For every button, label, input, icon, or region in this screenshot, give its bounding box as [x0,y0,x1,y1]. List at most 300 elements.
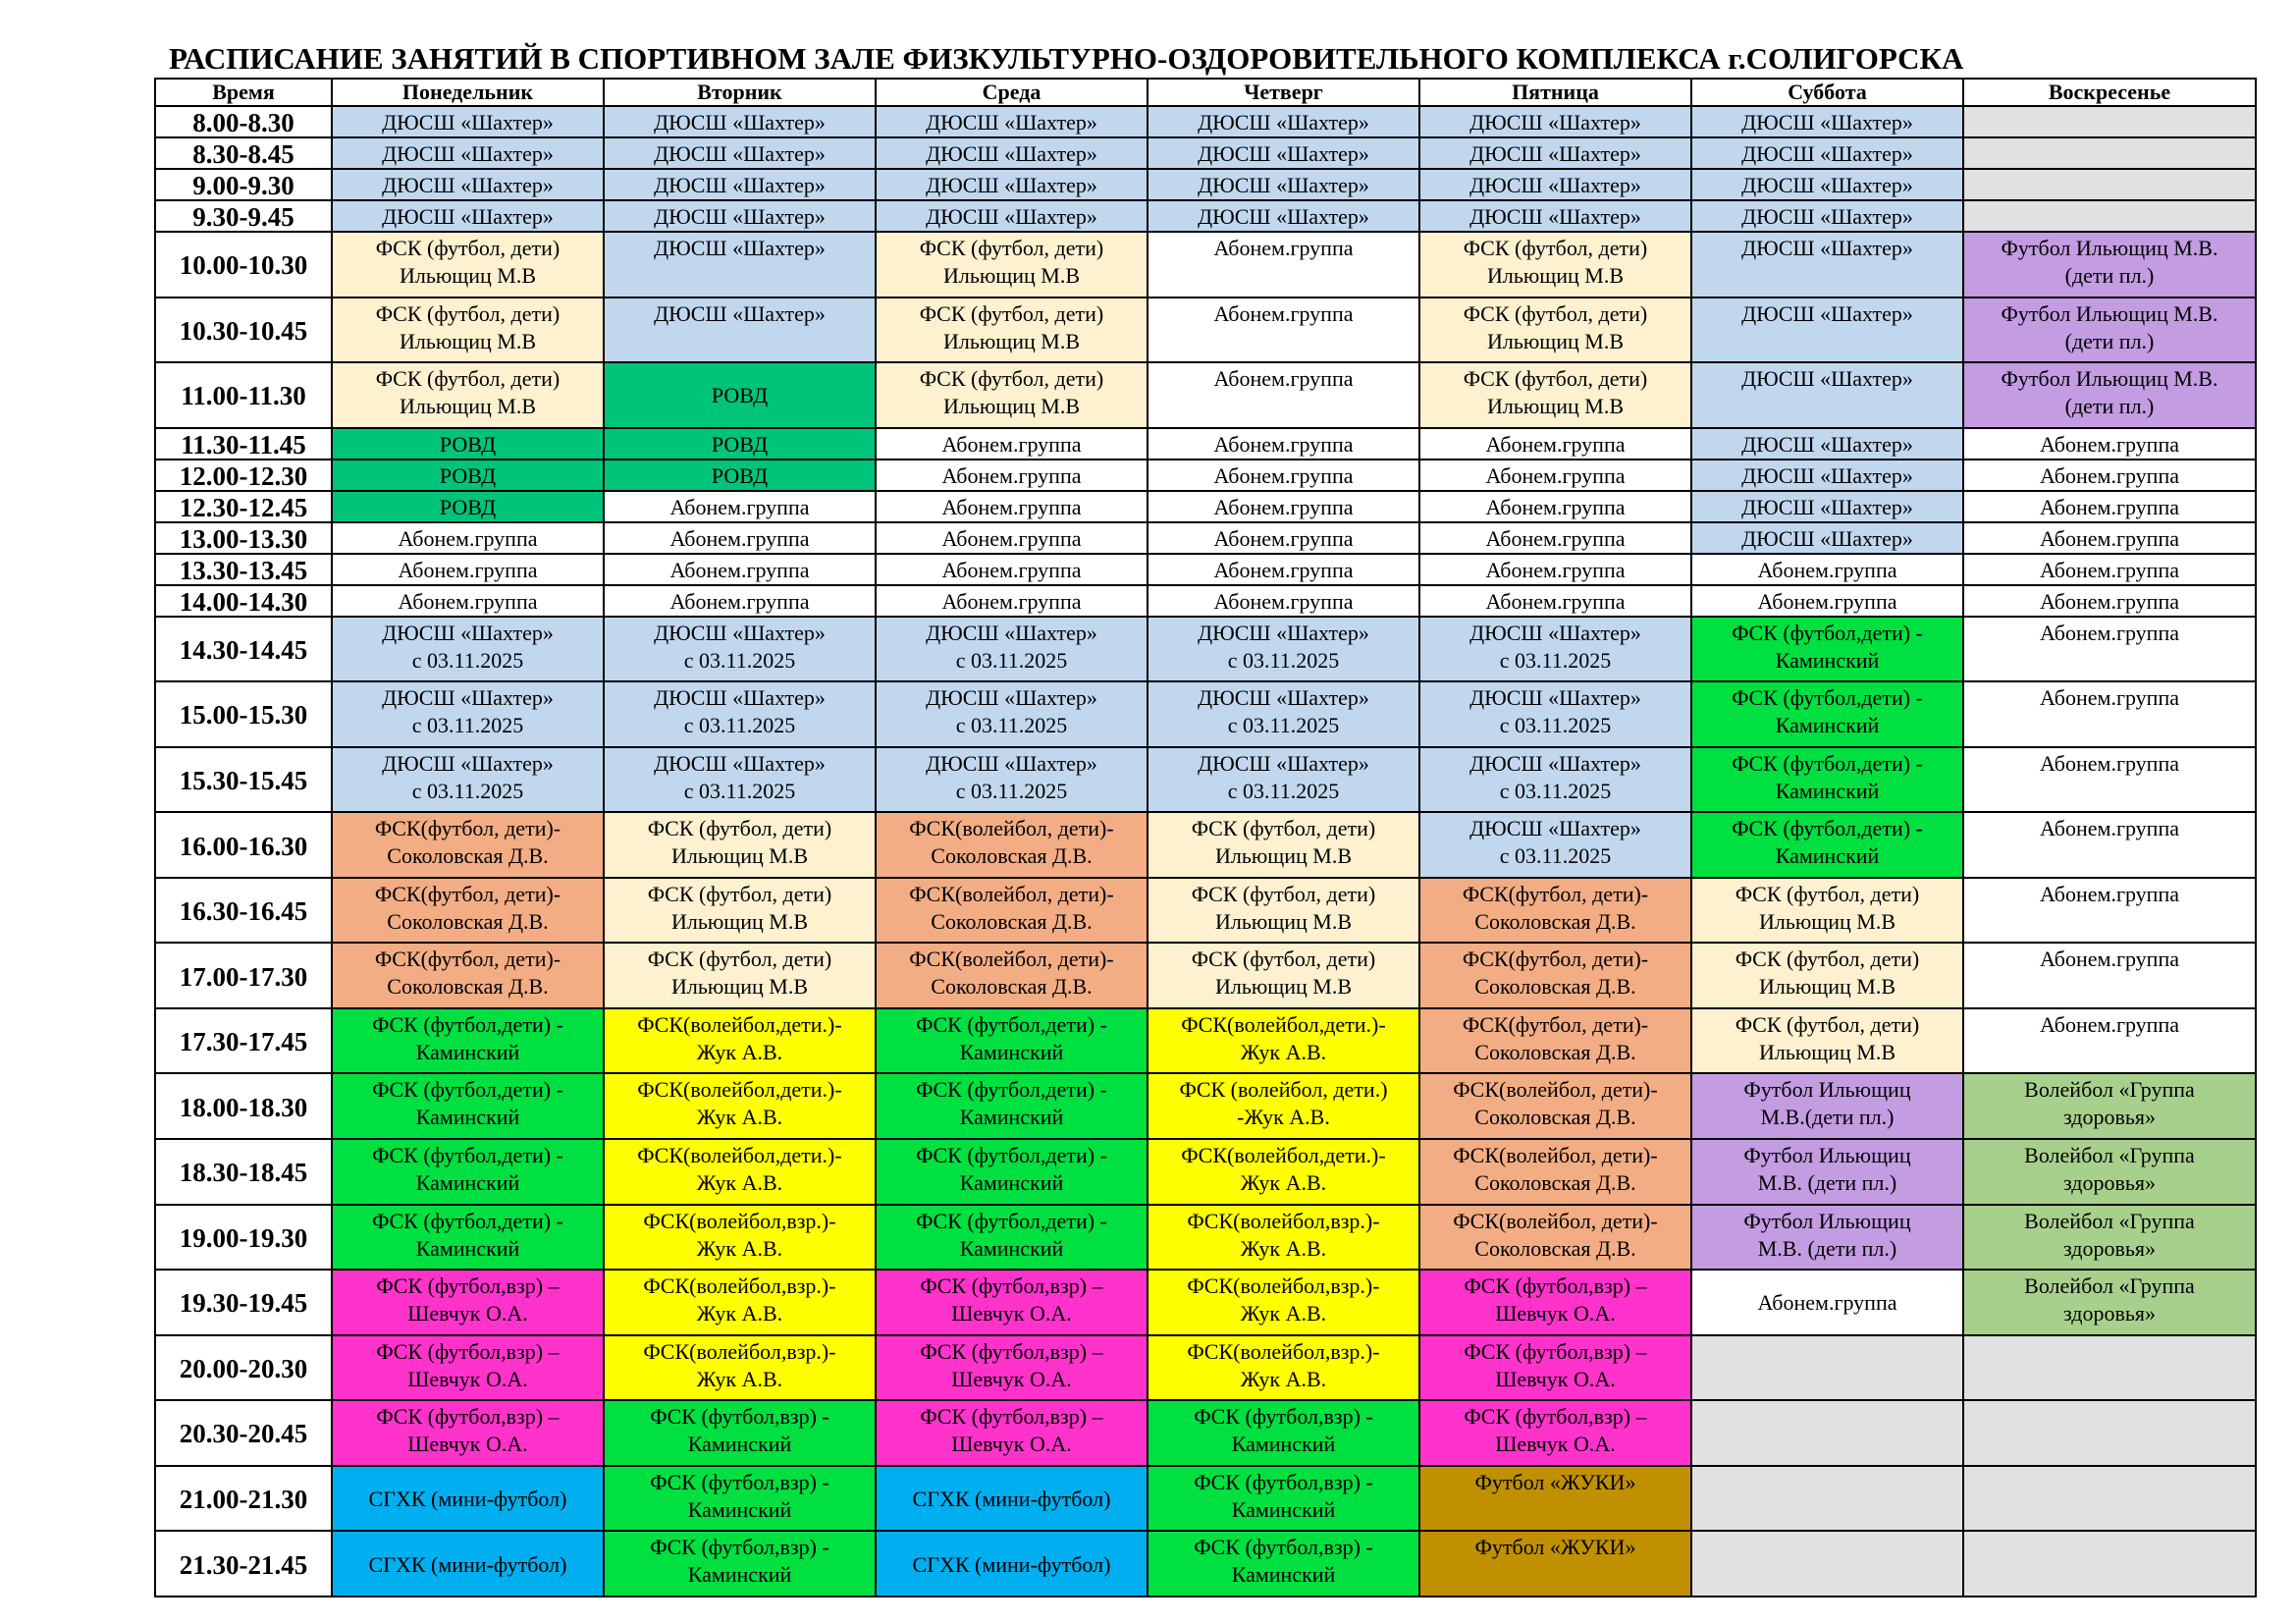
cell-line: ФСК (футбол,дети) - [1732,750,1923,776]
cell-wednesday [876,460,1148,491]
cell-line: Абонем.группа [2040,685,2179,711]
cell-wednesday [876,1008,1148,1074]
cell-line: ФСК (футбол, дети) [919,300,1104,326]
cell-line: ФСК(футбол, дети)- [374,881,561,906]
cell-line: ФСК (футбол,дети) - [372,1208,563,1233]
cell-friday [1419,298,1691,363]
cell-sunday [1963,522,2256,554]
cell-line: Волейбол «Группа [2024,1208,2195,1233]
cell-line: РОВД [711,462,769,488]
cell-line: Футбол Ильющиц М.В. [2001,236,2218,260]
cell-line: ФСК (футбол, дети) [375,366,561,392]
time-cell: 20.30-20.45 [155,1400,332,1466]
cell-line: ФСК (футбол, дети) [1463,366,1648,392]
cell-friday [1419,878,1691,944]
cell-line: Абонем.группа [669,557,810,582]
cell-sunday [1963,1270,2256,1335]
cell-line: Ильющиц М.В [1758,974,1896,1000]
cell-line: Каминский [959,1105,1064,1130]
cell-line: Шевчук О.А. [1495,1366,1616,1391]
time-cell: 13.00-13.30 [155,522,332,554]
cell-line: Ильющиц М.В [399,328,537,353]
cell-line: ФСК (футбол,дети) - [916,1077,1107,1103]
time-cell: 19.30-19.45 [155,1270,332,1335]
cell-line: Каминский [415,1105,520,1130]
cell-saturday [1691,362,1963,428]
cell-friday [1419,137,1691,169]
cell-line: ФСК (футбол,дети) - [372,1143,563,1168]
cell-line: ФСК (футбол, дети) [1463,236,1648,260]
cell-tuesday [604,428,876,460]
cell-friday [1419,812,1691,878]
cell-monday [332,812,604,878]
cell-tuesday [604,585,876,617]
cell-wednesday [876,232,1148,298]
cell-line: с 03.11.2025 [411,713,524,738]
cell-line: ФСК(футбол, дети)- [374,947,561,972]
cell-line: ДЮСШ «Шахтер» [382,685,554,711]
cell-monday [332,1205,604,1271]
cell-line: Абонем.группа [1213,462,1354,488]
cell-line: Жук А.В. [1240,1039,1327,1064]
cell-line: ДЮСШ «Шахтер» [1198,110,1369,135]
cell-line: ДЮСШ «Шахтер» [382,141,554,166]
header-friday: Пятница [1419,79,1691,106]
cell-wednesday [876,106,1148,137]
schedule-table [154,78,2257,1597]
cell-tuesday [604,200,876,232]
time-cell: 8.30-8.45 [155,137,332,169]
cell-line: Ильющиц М.В [1214,908,1353,934]
cell-line: Абонем.группа [398,557,538,582]
cell-line: ФСК(волейбол,дети.)- [637,1143,842,1168]
cell-line: Абонем.группа [398,525,538,551]
cell-thursday [1148,522,1419,554]
schedule-row [155,747,2256,813]
cell-monday [332,491,604,522]
cell-line: ДЮСШ «Шахтер» [926,620,1097,645]
cell-line: Абонем.группа [941,525,1082,551]
cell-line: Абонем.группа [941,431,1082,457]
cell-thursday [1148,1466,1419,1532]
cell-friday [1419,1270,1691,1335]
cell-line: РОВД [439,462,497,488]
cell-line: ФСК(волейбол,взр.)- [1187,1208,1380,1233]
cell-line: ФСК (футбол,взр) – [920,1338,1103,1364]
cell-line: ДЮСШ «Шахтер» [1469,110,1641,135]
cell-saturday [1691,1531,1963,1597]
header-tuesday: Вторник [604,79,876,106]
cell-line: Абонем.группа [1213,557,1354,582]
cell-monday [332,106,604,137]
cell-line: Шевчук О.А. [951,1432,1072,1457]
schedule-row [155,232,2256,298]
cell-tuesday [604,522,876,554]
time-cell: 10.00-10.30 [155,232,332,298]
cell-saturday [1691,1205,1963,1271]
cell-friday [1419,1531,1691,1597]
cell-line: Абонем.группа [669,588,810,614]
cell-line: Абонем.группа [2040,525,2179,551]
cell-line: ФСК (футбол, дети) [1191,881,1376,906]
cell-line: Абонем.группа [1213,494,1354,519]
cell-saturday [1691,554,1963,585]
cell-sunday [1963,1008,2256,1074]
time-cell: 12.30-12.45 [155,491,332,522]
cell-friday [1419,232,1691,298]
time-cell: 10.30-10.45 [155,298,332,363]
cell-wednesday [876,812,1148,878]
time-cell: 21.00-21.30 [155,1466,332,1532]
cell-sunday [1963,1466,2256,1532]
cell-line: ФСК (футбол,взр) – [920,1273,1103,1299]
schedule-row [155,878,2256,944]
cell-line: Абонем.группа [1213,300,1354,326]
cell-line: Жук А.В. [696,1170,783,1196]
cell-line: Каминский [1775,843,1880,869]
cell-line: ФСК(волейбол,дети.)- [637,1011,842,1037]
cell-saturday [1691,585,1963,617]
cell-line: Каминский [959,1039,1064,1064]
cell-sunday [1963,137,2256,169]
cell-line: Каминский [1775,713,1880,738]
schedule-row [155,106,2256,137]
time-cell: 14.30-14.45 [155,617,332,682]
cell-tuesday [604,554,876,585]
cell-friday [1419,554,1691,585]
cell-monday [332,585,604,617]
cell-line: Каминский [1231,1562,1336,1588]
cell-monday [332,1466,604,1532]
cell-sunday [1963,428,2256,460]
cell-line: Шевчук О.А. [407,1301,528,1326]
cell-line: Абонем.группа [1485,494,1626,519]
cell-monday [332,878,604,944]
cell-line: ДЮСШ «Шахтер» [654,236,826,260]
cell-line: Жук А.В. [1240,1366,1327,1391]
cell-monday [332,617,604,682]
cell-line: Футбол «ЖУКИ» [1474,1469,1636,1494]
cell-sunday [1963,1073,2256,1139]
cell-line: Абонем.группа [1485,525,1626,551]
time-cell: 20.00-20.30 [155,1335,332,1401]
cell-sunday [1963,460,2256,491]
cell-tuesday [604,1008,876,1074]
schedule-row [155,554,2256,585]
cell-line: Абонем.группа [2040,881,2179,906]
cell-line: Ильющиц М.В [1758,1039,1896,1064]
cell-line: здоровья» [2062,1105,2157,1130]
cell-thursday [1148,428,1419,460]
cell-line: М.В.(дети пл.) [1760,1105,1895,1130]
cell-tuesday [604,1531,876,1597]
cell-line: Соколовская Д.В. [1474,1235,1636,1261]
cell-line: СГХК (мини-футбол) [912,1487,1111,1512]
cell-line: ФСК (футбол,взр) – [920,1404,1103,1430]
cell-line: ФСК (футбол, дети) [1191,816,1376,841]
cell-line: с 03.11.2025 [411,647,524,673]
cell-line: ДЮСШ «Шахтер» [926,110,1097,135]
cell-tuesday [604,491,876,522]
time-cell: 8.00-8.30 [155,106,332,137]
time-cell: 16.30-16.45 [155,878,332,944]
cell-wednesday [876,1205,1148,1271]
cell-line: ФСК (футбол,дети) - [916,1011,1107,1037]
schedule-row [155,1531,2256,1597]
schedule-row [155,943,2256,1008]
cell-line: М.В. (дети пл.) [1757,1235,1897,1261]
cell-line: Абонем.группа [669,525,810,551]
cell-line: с 03.11.2025 [683,778,796,803]
cell-line: Футбол Ильющиц [1743,1143,1911,1168]
schedule-row [155,1073,2256,1139]
cell-line: Соколовская Д.В. [387,974,549,1000]
cell-line: ФСК(футбол, дети)- [1462,947,1649,972]
cell-line: Абонем.группа [941,494,1082,519]
cell-thursday [1148,232,1419,298]
cell-line: ФСК(футбол, дети)- [1462,1011,1649,1037]
cell-line: Жук А.В. [696,1039,783,1064]
cell-saturday [1691,232,1963,298]
cell-line: ДЮСШ «Шахтер» [1741,462,1913,488]
cell-line: Жук А.В. [696,1235,783,1261]
cell-line: ФСК (футбол, дети) [375,300,561,326]
schedule-row [155,1270,2256,1335]
cell-tuesday [604,943,876,1008]
header-saturday: Суббота [1691,79,1963,106]
cell-wednesday [876,1073,1148,1139]
cell-line: Абонем.группа [1485,588,1626,614]
cell-line: Каминский [687,1496,792,1522]
schedule-row [155,169,2256,200]
cell-line: Каминский [415,1039,520,1064]
cell-line: Жук А.В. [696,1366,783,1391]
cell-line: Абонем.группа [2040,816,2179,841]
cell-line: РОВД [711,431,769,457]
cell-saturday [1691,460,1963,491]
cell-tuesday [604,1466,876,1532]
cell-line: Абонем.группа [1757,588,1897,614]
cell-line: ФСК(волейбол,взр.)- [1187,1273,1380,1299]
cell-line: Соколовская Д.В. [931,843,1093,869]
cell-line: ФСК (футбол,взр) - [1194,1469,1373,1494]
cell-sunday [1963,362,2256,428]
schedule-row [155,1400,2256,1466]
cell-sunday [1963,232,2256,298]
cell-line: ДЮСШ «Шахтер» [654,173,826,197]
cell-line: ФСК(волейбол,взр.)- [643,1273,836,1299]
cell-sunday [1963,1531,2256,1597]
schedule-row [155,681,2256,747]
cell-line: Соколовская Д.В. [387,843,549,869]
cell-saturday [1691,747,1963,813]
cell-sunday [1963,298,2256,363]
cell-line: с 03.11.2025 [1499,647,1612,673]
cell-wednesday [876,681,1148,747]
cell-line: ФСК (волейбол, дети.) [1179,1077,1388,1103]
cell-line: с 03.11.2025 [683,713,796,738]
cell-saturday [1691,1400,1963,1466]
schedule-row [155,1139,2256,1205]
time-cell: 14.00-14.30 [155,585,332,617]
cell-line: с 03.11.2025 [683,647,796,673]
cell-wednesday [876,1531,1148,1597]
cell-monday [332,169,604,200]
cell-line: Ильющиц М.В [1758,908,1896,934]
time-cell: 11.00-11.30 [155,362,332,428]
cell-wednesday [876,1139,1148,1205]
schedule-body [155,106,2256,1597]
header-row [155,79,2256,106]
cell-monday [332,1008,604,1074]
cell-line: Соколовская Д.В. [931,908,1093,934]
schedule-row [155,1335,2256,1401]
cell-saturday [1691,878,1963,944]
cell-thursday [1148,1008,1419,1074]
cell-line: ДЮСШ «Шахтер» [926,141,1097,166]
schedule-row [155,137,2256,169]
cell-tuesday [604,1205,876,1271]
cell-friday [1419,1008,1691,1074]
cell-line: ФСК (футбол,дети) - [372,1011,563,1037]
cell-line: ФСК(волейбол, дети)- [1453,1143,1658,1168]
page-title: РАСПИСАНИЕ ЗАНЯТИЙ В СПОРТИВНОМ ЗАЛЕ ФИЗКУЛЬТУРНО-ОЗДОРОВИТЕЛЬНОГО КОМПЛЕКСА г.СОЛИГОРСКА [169,41,1964,76]
cell-line: Абонем.группа [941,462,1082,488]
cell-line: Ильющиц М.В [670,843,809,869]
cell-thursday [1148,747,1419,813]
cell-sunday [1963,554,2256,585]
time-cell: 9.30-9.45 [155,200,332,232]
cell-line: ДЮСШ «Шахтер» [654,620,826,645]
cell-line: ФСК (футбол,взр) – [1464,1338,1647,1364]
cell-tuesday [604,169,876,200]
cell-line: Ильющиц М.В [1214,843,1353,869]
cell-line: Абонем.группа [2040,462,2179,488]
cell-line: ДЮСШ «Шахтер» [382,173,554,197]
cell-tuesday [604,1400,876,1466]
cell-line: с 03.11.2025 [1499,778,1612,803]
cell-friday [1419,200,1691,232]
cell-line: с 03.11.2025 [1227,778,1340,803]
cell-line: СГХК (мини-футбол) [368,1551,567,1577]
cell-line: ФСК (футбол,взр) – [376,1273,560,1299]
cell-line: Ильющиц М.В [942,328,1081,353]
cell-wednesday [876,428,1148,460]
cell-line: ФСК (футбол, дети) [1735,1011,1920,1037]
cell-line: Футбол Ильющиц М.В. [2001,366,2218,392]
cell-line: ФСК (футбол,взр) - [650,1404,829,1430]
cell-wednesday [876,1466,1148,1532]
cell-tuesday [604,1270,876,1335]
cell-thursday [1148,460,1419,491]
cell-line: ФСК (футбол, дети) [647,816,832,841]
cell-line: Абонем.группа [2040,431,2179,457]
cell-line: Абонем.группа [1213,366,1354,392]
cell-line: Абонем.группа [2040,947,2179,972]
cell-line: Каминский [1231,1496,1336,1522]
cell-line: ФСК (футбол,взр) – [376,1404,560,1430]
cell-friday [1419,681,1691,747]
cell-line: ФСК (футбол,взр) – [1464,1404,1647,1430]
cell-line: ДЮСШ «Шахтер» [1741,173,1913,197]
cell-line: с 03.11.2025 [955,778,1068,803]
cell-line: Каминский [959,1170,1064,1196]
cell-line: (дети пл.) [2064,263,2155,288]
cell-thursday [1148,169,1419,200]
cell-line: Волейбол «Группа [2024,1273,2195,1299]
cell-line: ФСК (футбол,дети) - [916,1208,1107,1233]
cell-line: Жук А.В. [696,1105,783,1130]
cell-line: Соколовская Д.В. [1474,1039,1636,1064]
cell-line: Ильющиц М.В [1486,263,1625,288]
cell-line: Каминский [415,1170,520,1196]
cell-monday [332,232,604,298]
time-cell: 12.00-12.30 [155,460,332,491]
time-cell: 21.30-21.45 [155,1531,332,1597]
cell-thursday [1148,943,1419,1008]
cell-line: ФСК (футбол,взр) - [1194,1535,1373,1560]
time-cell: 18.00-18.30 [155,1073,332,1139]
cell-line: Абонем.группа [1213,236,1354,260]
header-thursday: Четверг [1148,79,1419,106]
cell-line: Абонем.группа [2040,557,2179,582]
cell-sunday [1963,943,2256,1008]
cell-line: Ильющиц М.В [670,908,809,934]
schedule-row [155,1008,2256,1074]
cell-line: Абонем.группа [941,557,1082,582]
cell-friday [1419,617,1691,682]
cell-line: Абонем.группа [1485,557,1626,582]
cell-tuesday [604,1073,876,1139]
cell-thursday [1148,491,1419,522]
cell-line: с 03.11.2025 [955,647,1068,673]
cell-saturday [1691,943,1963,1008]
cell-line: с 03.11.2025 [1227,647,1340,673]
cell-line: Шевчук О.А. [951,1366,1072,1391]
cell-tuesday [604,617,876,682]
cell-friday [1419,460,1691,491]
cell-line: Ильющиц М.В [942,394,1081,419]
cell-line: Абонем.группа [1213,525,1354,551]
header-time: Время [155,79,332,106]
cell-line: ФСК (футбол, дети) [1735,881,1920,906]
cell-line: ФСК (футбол, дети) [1463,300,1648,326]
cell-monday [332,1073,604,1139]
cell-line: с 03.11.2025 [1499,843,1612,869]
cell-line: Жук А.В. [1240,1301,1327,1326]
cell-line: ФСК (футбол, дети) [919,236,1104,260]
cell-saturday [1691,169,1963,200]
cell-monday [332,943,604,1008]
cell-line: ФСК(волейбол,взр.)- [643,1208,836,1233]
cell-line: Абонем.группа [669,494,810,519]
cell-line: Абонем.группа [1757,1290,1897,1316]
cell-saturday [1691,428,1963,460]
cell-line: ДЮСШ «Шахтер» [1469,173,1641,197]
cell-sunday [1963,878,2256,944]
cell-line: ФСК(волейбол, дети)- [909,816,1114,841]
cell-line: Волейбол «Группа [2024,1143,2195,1168]
cell-line: Волейбол «Группа [2024,1077,2195,1103]
cell-friday [1419,169,1691,200]
cell-tuesday [604,137,876,169]
cell-friday [1419,1400,1691,1466]
time-cell: 16.00-16.30 [155,812,332,878]
cell-line: ФСК(волейбол,взр.)- [643,1338,836,1364]
cell-monday [332,137,604,169]
cell-line: Соколовская Д.В. [1474,1105,1636,1130]
cell-monday [332,681,604,747]
